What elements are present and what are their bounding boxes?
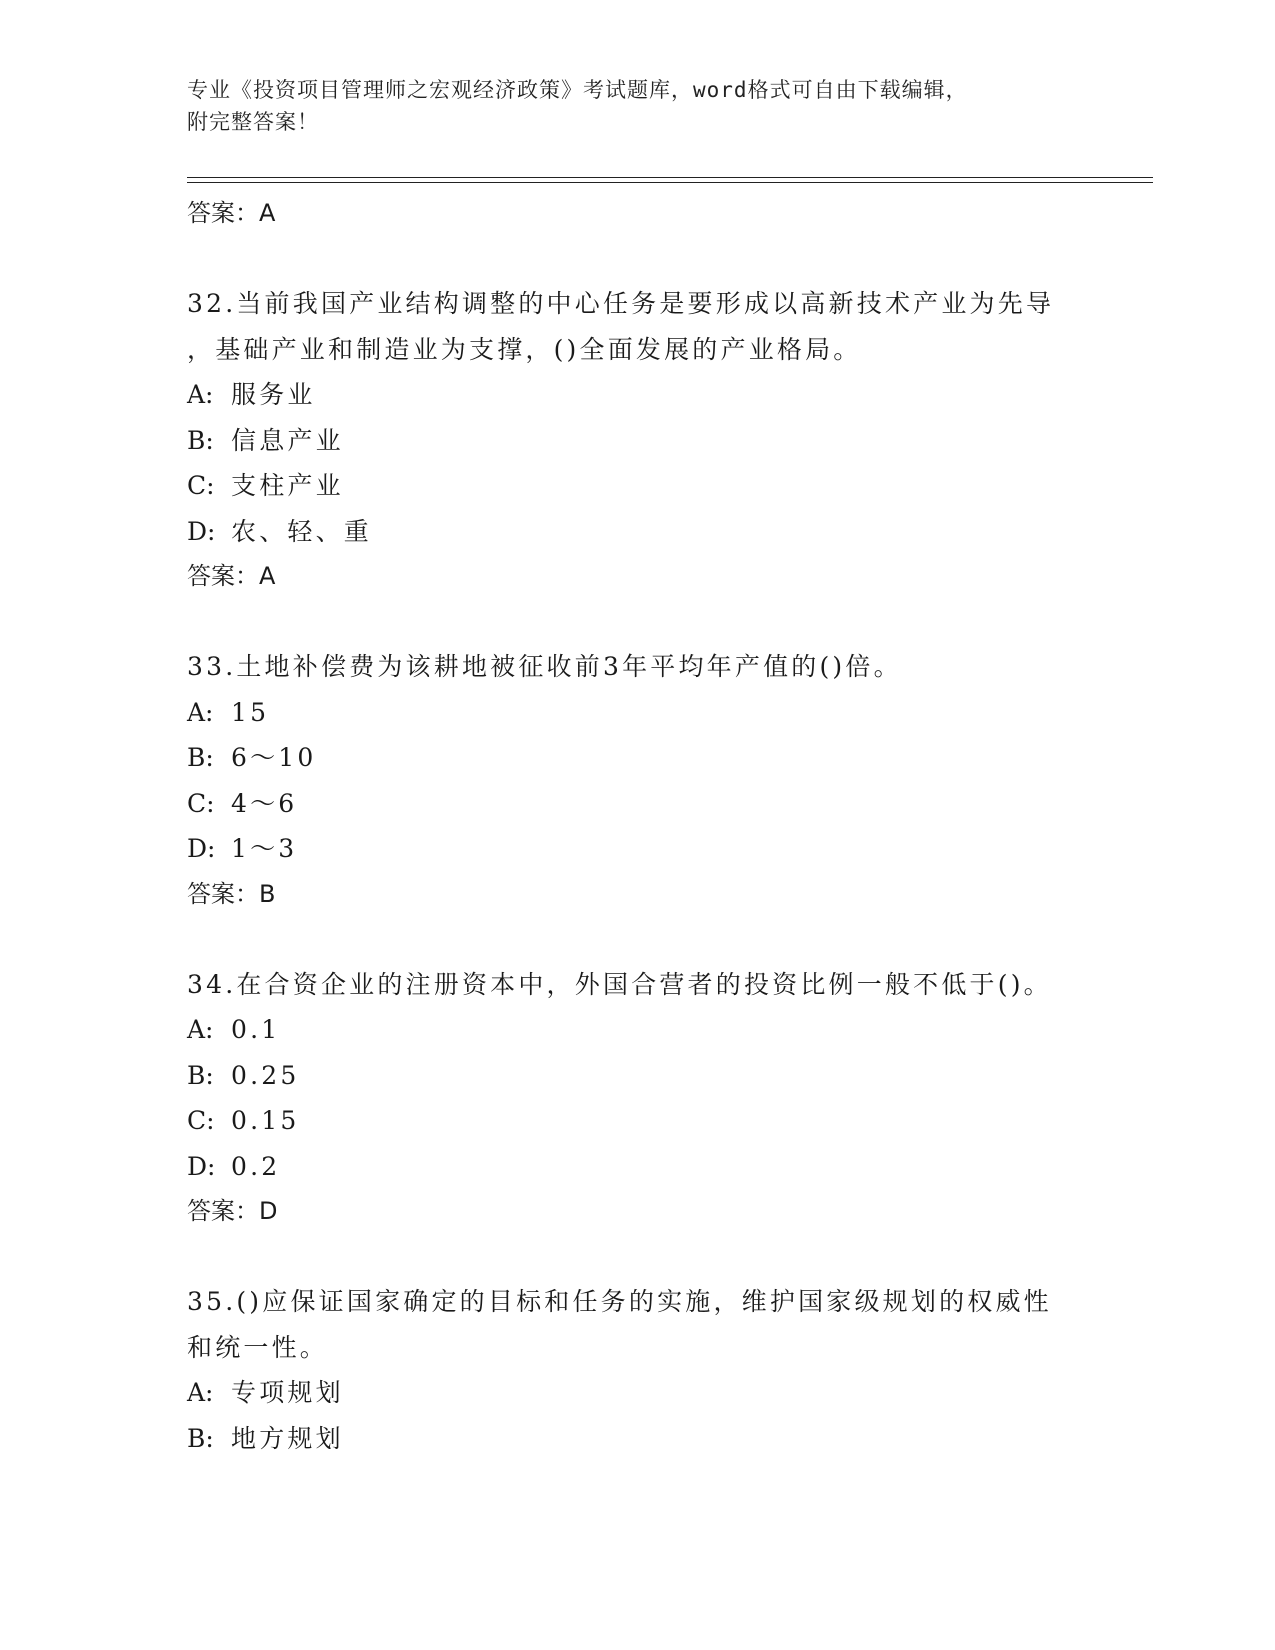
option-a	[187, 690, 1087, 736]
answer-line: 答案：A	[187, 562, 276, 590]
option-text: 信息产业	[231, 425, 344, 455]
option-a	[187, 1370, 1087, 1416]
spacer	[187, 236, 1087, 281]
option-b	[187, 418, 1087, 464]
option-text: 6～10	[231, 743, 317, 772]
option-d	[187, 826, 1087, 872]
option-letter: D:	[187, 1151, 216, 1181]
option-text: 0.25	[231, 1060, 300, 1090]
option-letter: B:	[187, 1423, 214, 1453]
option-letter: B:	[187, 743, 214, 772]
option-letter: A:	[187, 697, 214, 727]
spacer	[187, 917, 1087, 962]
option-letter: C:	[187, 1106, 215, 1135]
question-stem-line: 和统一性。	[187, 1332, 329, 1362]
option-letter: B:	[187, 1060, 214, 1090]
question-block	[187, 1279, 1087, 1461]
header-divider-bottom	[187, 182, 1153, 183]
option-c	[187, 463, 1087, 509]
answer-line: 答案：B	[187, 879, 276, 908]
document-header	[187, 74, 1087, 138]
answer-line: 答案：D	[187, 1197, 278, 1225]
question-stem-line: 33.土地补偿费为该耕地被征收前3年平均年产值的()倍。	[187, 652, 902, 681]
option-text: 农、轻、重	[231, 516, 373, 546]
answer-line: 答案：A	[187, 199, 276, 227]
header-line-1: 专业《投资项目管理师之宏观经济政策》考试题库，word格式可自由下载编辑，	[187, 78, 968, 102]
option-letter: B:	[187, 425, 214, 455]
option-letter: C:	[187, 788, 215, 818]
question-block	[187, 281, 1087, 644]
option-text: 0.15	[231, 1106, 300, 1135]
option-text: 0.2	[231, 1151, 281, 1181]
option-c	[187, 1098, 1087, 1144]
option-text: 专项规划	[231, 1378, 344, 1407]
header-line-2: 附完整答案！	[187, 110, 319, 134]
option-letter: C:	[187, 471, 215, 500]
question-list	[187, 191, 1087, 1461]
option-text: 1～3	[231, 834, 298, 863]
question-stem-line: ，基础产业和制造业为支撑，()全面发展的产业格局。	[187, 334, 862, 364]
option-a	[187, 1007, 1087, 1053]
option-b	[187, 735, 1087, 781]
option-b	[187, 1053, 1087, 1099]
question-stem-line: 32.当前我国产业结构调整的中心任务是要形成以高新技术产业为先导	[187, 289, 1055, 318]
option-letter: D:	[187, 834, 216, 863]
option-letter: D:	[187, 516, 216, 546]
option-letter: A:	[187, 1378, 214, 1407]
option-text: 0.1	[231, 1015, 281, 1044]
option-text: 地方规划	[231, 1423, 344, 1453]
option-d	[187, 509, 1087, 555]
question-stem-line: 35.()应保证国家确定的目标和任务的实施，维护国家级规划的权威性	[187, 1287, 1052, 1316]
option-text: 支柱产业	[231, 471, 344, 500]
option-c	[187, 781, 1087, 827]
option-b	[187, 1416, 1087, 1462]
question-block	[187, 962, 1087, 1280]
option-text: 服务业	[231, 380, 316, 409]
option-letter: A:	[187, 1015, 214, 1044]
spacer	[187, 599, 1087, 644]
spacer	[187, 1234, 1087, 1279]
option-a	[187, 372, 1087, 418]
header-divider-top	[187, 177, 1153, 178]
option-letter: A:	[187, 380, 214, 409]
option-text: 4～6	[231, 788, 298, 818]
option-text: 15	[231, 697, 270, 727]
option-d	[187, 1144, 1087, 1190]
question-block	[187, 644, 1087, 962]
question-stem-line: 34.在合资企业的注册资本中，外国合营者的投资比例一般不低于()。	[187, 969, 1052, 999]
